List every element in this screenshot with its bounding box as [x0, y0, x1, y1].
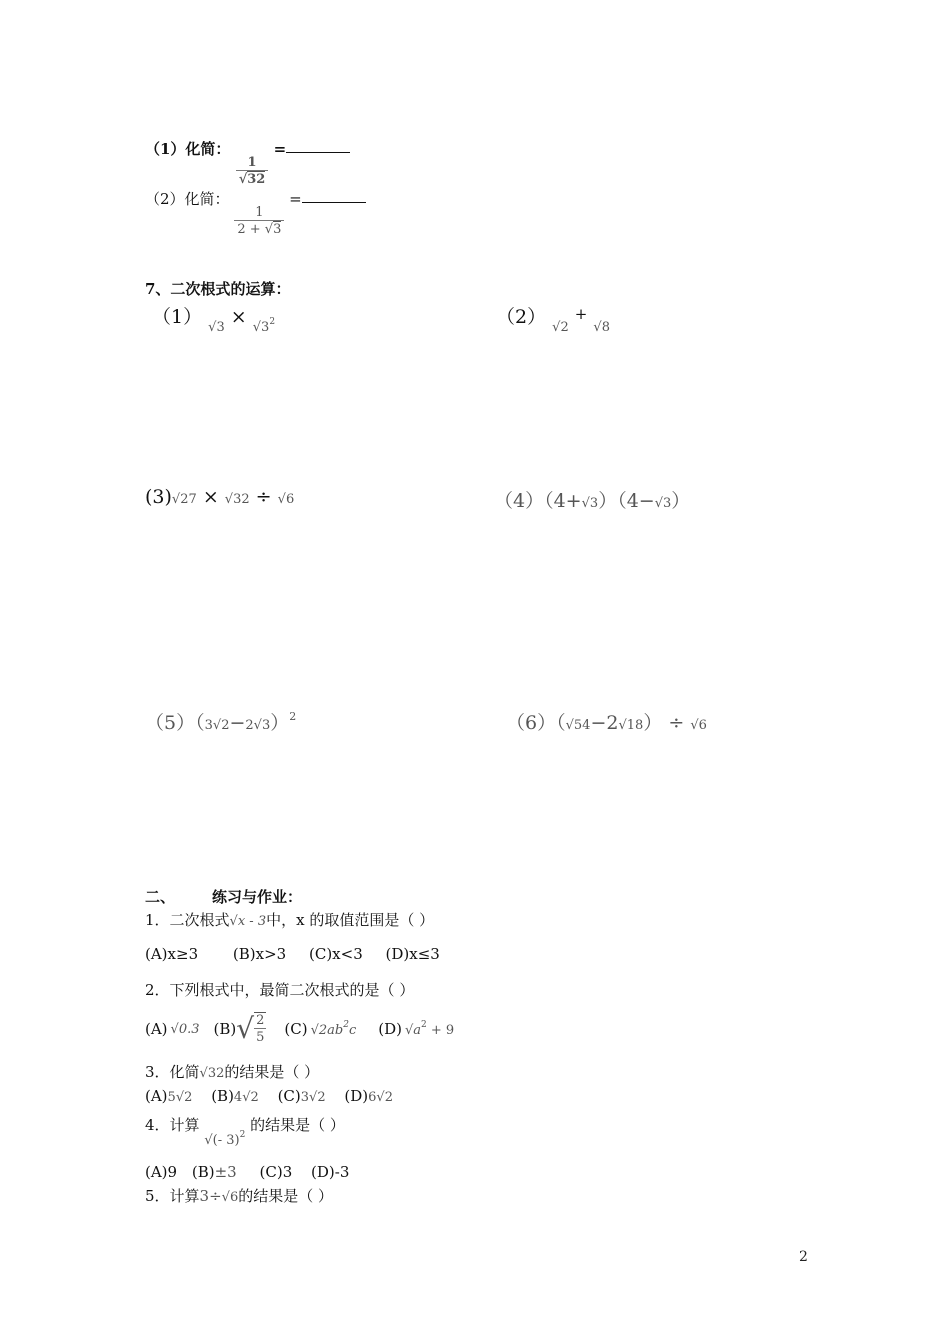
fraction-numerator: 1 — [247, 155, 257, 170]
denominator-prefix: 2 + — [237, 222, 265, 237]
exponent: 2 — [343, 1020, 349, 1030]
exercise-text: 1．二次根式 — [145, 911, 230, 929]
sqrt-fraction — [236, 1012, 266, 1046]
coefficient: 6 — [368, 1090, 377, 1105]
sqrt-term: √3 — [253, 718, 271, 733]
plus-operator: + — [574, 305, 588, 323]
coefficient: 3 — [204, 718, 213, 733]
fraction — [254, 1012, 266, 1046]
radicand: 3 — [261, 718, 271, 733]
radicand: 18 — [626, 718, 644, 733]
exercise-2-options — [145, 1012, 454, 1046]
radicand-base: 3 — [261, 320, 270, 335]
sqrt-term: √54 — [565, 718, 591, 733]
radical-sign: √ — [236, 1012, 255, 1045]
option-b-label: (B) — [191, 1163, 215, 1181]
radicand — [212, 1130, 246, 1148]
exponent: 2 — [421, 1020, 427, 1030]
radicand-base: (- 3) — [212, 1133, 240, 1148]
simplify-item-1 — [145, 138, 350, 188]
fraction — [234, 205, 284, 238]
expression-part: ） — [671, 490, 691, 512]
close-paren: ） — [643, 712, 663, 734]
exercise-text: 4．计算 — [145, 1116, 200, 1134]
radicand — [413, 1020, 455, 1038]
sqrt-term: √2 — [175, 1090, 193, 1105]
problem-label: （4） — [494, 490, 545, 512]
radicand: 3 — [273, 222, 282, 237]
section-2-number: 二、 — [145, 888, 176, 906]
option-c: (C)x<3 — [308, 945, 363, 963]
option-b-label: (B) — [211, 1087, 234, 1105]
sqrt-term: √0.3 — [170, 1021, 200, 1037]
option-a-label: (A) — [145, 1087, 168, 1105]
fraction-numerator: 1 — [255, 205, 264, 220]
radicand: 2 — [560, 320, 569, 335]
sqrt-term: √2 — [309, 1090, 326, 1105]
option-d-label: (D) — [344, 1087, 369, 1105]
close-paren: ） — [270, 712, 290, 734]
option-b: (B)x>3 — [232, 945, 287, 963]
option-b-value: ±3 — [214, 1163, 237, 1181]
sqrt-term: √3 — [654, 496, 672, 511]
sqrt-term: √27 — [171, 492, 197, 507]
page-number: 2 — [799, 1249, 808, 1265]
radicand-tail: c — [348, 1023, 357, 1038]
problem-label: （2） — [496, 306, 547, 328]
sqrt-term: √2 — [212, 718, 230, 733]
exercise-text: 的结果是（ ） — [238, 1187, 334, 1205]
section-7-title: 7、二次根式的运算： — [145, 280, 291, 298]
exercise-3 — [145, 1061, 319, 1082]
radicand: 8 — [601, 320, 610, 335]
exponent: 2 — [239, 1130, 246, 1140]
divide-operator: ÷ — [255, 486, 272, 508]
exercise-2: 2．下列根式中，最简二次根式的是（ ） — [145, 981, 415, 999]
problem-4 — [494, 486, 690, 513]
sqrt-term: √32 — [224, 492, 250, 507]
radicand: 6 — [229, 1190, 239, 1205]
option-a-label: (A) — [145, 1020, 168, 1038]
fraction-numerator: 2 — [256, 1013, 265, 1028]
option-c: (C)3 — [259, 1163, 293, 1181]
sqrt-term: √8 — [593, 320, 610, 335]
simplify-item-2 — [145, 188, 366, 238]
sqrt-term: √x - 3 — [229, 914, 267, 929]
exponent: 2 — [289, 710, 297, 723]
option-d-label: (D) — [378, 1020, 402, 1038]
fraction — [236, 155, 269, 188]
times-operator: × — [202, 486, 219, 508]
exercise-text: 5．计算 — [145, 1187, 200, 1205]
radicand: 27 — [180, 492, 197, 507]
equals-sign: = — [273, 140, 287, 158]
expression-part: （4+ — [544, 490, 582, 512]
problem-2 — [496, 302, 610, 335]
coefficient: 3 — [300, 1090, 310, 1105]
problem-label: (3) — [145, 486, 172, 508]
radicand: 2 — [221, 718, 230, 733]
equals-sign: = — [289, 190, 302, 208]
exercise-text: 3．化简 — [145, 1063, 200, 1081]
divide-operator: ÷ — [668, 712, 685, 734]
answer-blank[interactable] — [286, 142, 350, 153]
exponent: 2 — [269, 317, 276, 327]
radicand-tail: + 9 — [426, 1023, 455, 1038]
radicand: 6 — [698, 718, 707, 733]
sqrt-term: √32 — [252, 317, 276, 335]
option-b-label: (B) — [213, 1020, 237, 1038]
section-2-title: 练习与作业： — [212, 888, 303, 906]
radicand: 32 — [247, 172, 266, 187]
radicand: 2 — [384, 1090, 393, 1105]
radicand: 2 — [250, 1090, 259, 1105]
open-paren: （ — [195, 712, 205, 734]
option-d: (D)x≤3 — [385, 945, 440, 963]
radicand: 2 — [184, 1090, 193, 1105]
radicand-var: a — [413, 1023, 422, 1038]
radicand: 32 — [233, 492, 250, 507]
sqrt-term: √3 — [208, 320, 225, 335]
exercise-1-options — [145, 945, 440, 963]
sqrt-term: √6 — [277, 492, 295, 507]
exercise-text: 的结果是（ ） — [250, 1116, 345, 1134]
times-operator: × — [230, 306, 247, 328]
sqrt-term: √6 — [690, 718, 707, 733]
problem-3 — [145, 486, 294, 508]
fraction-denominator: √32 — [236, 170, 269, 188]
radicand: 54 — [573, 718, 591, 733]
problem-1 — [152, 302, 275, 335]
exercise-5 — [145, 1185, 333, 1206]
expression-part: 3÷ — [199, 1187, 222, 1205]
radicand — [318, 1020, 357, 1038]
open-paren: （ — [556, 712, 566, 734]
problem-label: （1） — [152, 306, 203, 328]
radicand: x - 3 — [237, 914, 267, 929]
exercise-text: 中，x 的取值范围是（ ） — [266, 911, 435, 929]
coefficient: 5 — [167, 1090, 176, 1105]
problem-label: （5） — [145, 712, 196, 734]
option-a: (A)x≥3 — [145, 945, 199, 963]
radicand: 2 — [317, 1090, 326, 1105]
radicand-base: 2ab — [318, 1023, 344, 1038]
exercise-4 — [145, 1114, 345, 1148]
minus-operator: − — [229, 712, 246, 734]
radicand: 3 — [216, 320, 225, 335]
radicand: 6 — [285, 492, 295, 507]
sqrt-term: √18 — [618, 718, 644, 733]
fraction-denominator: 5 — [256, 1030, 265, 1045]
option-d: (D)-3 — [311, 1163, 350, 1181]
sqrt-term: √6 — [221, 1190, 239, 1205]
answer-blank[interactable] — [302, 192, 366, 203]
fraction-denominator: 2 + √3 — [234, 220, 284, 238]
sqrt-term: √2 — [552, 320, 569, 335]
exercise-1 — [145, 909, 434, 930]
sqrt-term: √2 — [242, 1090, 259, 1105]
radicand — [261, 317, 276, 335]
sqrt-term: √(- 3)$^2$ — [204, 1130, 246, 1148]
option-c-label: (C) — [277, 1087, 301, 1105]
problem-6 — [506, 708, 707, 735]
item-label: （2）化简： — [145, 190, 230, 208]
radicand: 3 — [663, 496, 672, 511]
sqrt-term: √32 — [199, 1066, 225, 1081]
radicand: 0.3 — [178, 1021, 200, 1037]
item-label: （1）化简： — [145, 140, 231, 158]
problem-5 — [145, 708, 296, 735]
exercise-3-options — [145, 1087, 393, 1105]
coefficient: 4 — [233, 1090, 243, 1105]
radicand: 3 — [589, 496, 599, 511]
problem-label: （6） — [506, 712, 557, 734]
sqrt-term: $√2ab^2c$ — [310, 1020, 357, 1038]
expression-part: ）（4− — [598, 490, 655, 512]
expression-part: −2 — [590, 712, 619, 734]
exercise-text: 的结果是（ ） — [224, 1063, 320, 1081]
sqrt-term: √2 — [376, 1090, 393, 1105]
sqrt-term: $√a^2 + 9$ — [404, 1020, 455, 1038]
option-c-label: (C) — [284, 1020, 308, 1038]
coefficient: 2 — [245, 718, 254, 733]
option-a: (A)9 — [145, 1163, 178, 1181]
exercise-4-options — [145, 1163, 349, 1181]
radicand: 32 — [207, 1066, 225, 1081]
sqrt-term: √3 — [581, 496, 599, 511]
